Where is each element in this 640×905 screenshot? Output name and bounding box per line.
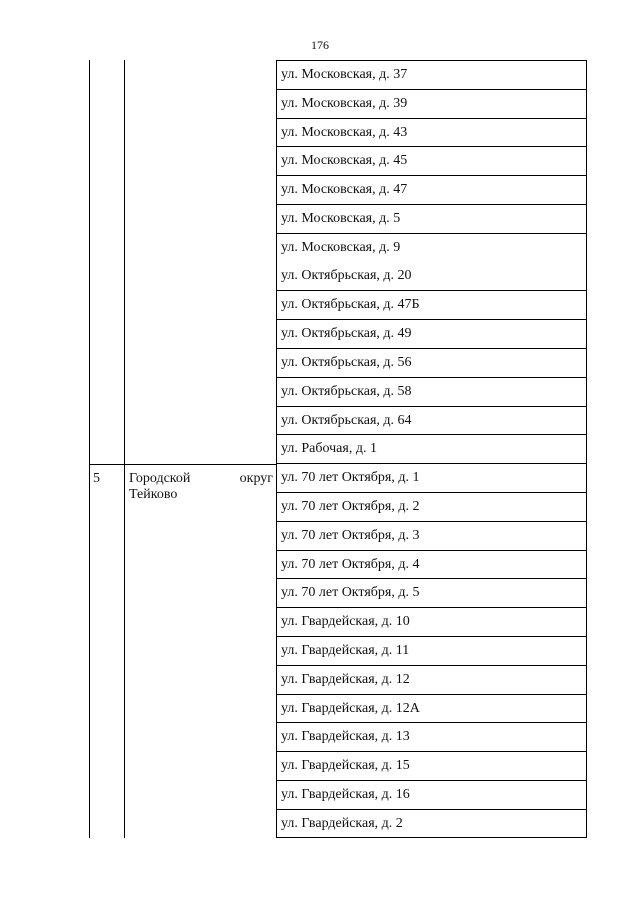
address-row: ул. Гвардейская, д. 12А [276,694,587,723]
address-row: ул. Гвардейская, д. 15 [276,751,587,780]
address-row: ул. Гвардейская, д. 12 [276,665,587,694]
address-row: ул. 70 лет Октября, д. 1 [276,463,587,492]
address-row: ул. Московская, д. 37 [276,60,587,89]
address-row: ул. Московская, д. 9 [276,233,587,262]
address-row: ул. Гвардейская, д. 11 [276,636,587,665]
section-name-line1 [129,471,273,487]
address-row: ул. Октябрьская, д. 64 [276,406,587,435]
address-row: ул. Московская, д. 45 [276,146,587,175]
address-row: ул. Октябрьская, д. 47Б [276,290,587,319]
section-name-part1: Городской [129,471,191,486]
address-row: ул. 70 лет Октября, д. 5 [276,578,587,607]
address-row: ул. 70 лет Октября, д. 4 [276,550,587,579]
address-row: ул. Московская, д. 39 [276,89,587,118]
address-row: ул. Октябрьская, д. 20 [281,267,412,283]
address-row: ул. 70 лет Октября, д. 3 [276,521,587,550]
address-row: ул. Московская, д. 47 [276,175,587,204]
section-name [129,471,273,503]
section-number: 5 [93,471,100,486]
address-row: ул. Московская, д. 43 [276,118,587,147]
section-separator [89,464,276,465]
section-name-line2: Тейково [129,487,178,502]
address-row: ул. Гвардейская, д. 2 [276,809,587,838]
address-row: ул. Гвардейская, д. 10 [276,607,587,636]
address-row: ул. Московская, д. 5 [276,204,587,233]
table-border-number-column [124,60,125,838]
address-row: ул. 70 лет Октября, д. 2 [276,492,587,521]
address-row: ул. Октябрьская, д. 56 [276,348,587,377]
section-name-part2: округ [239,471,273,486]
address-row: ул. Октябрьская, д. 58 [276,377,587,406]
address-row: ул. Гвардейская, д. 13 [276,722,587,751]
address-row: ул. Рабочая, д. 1 [276,434,587,463]
table-border-left [89,60,90,838]
page-number: 176 [311,38,329,52]
address-row: ул. Гвардейская, д. 16 [276,780,587,809]
address-list [276,60,587,838]
address-row: ул. Октябрьская, д. 49 [276,319,587,348]
